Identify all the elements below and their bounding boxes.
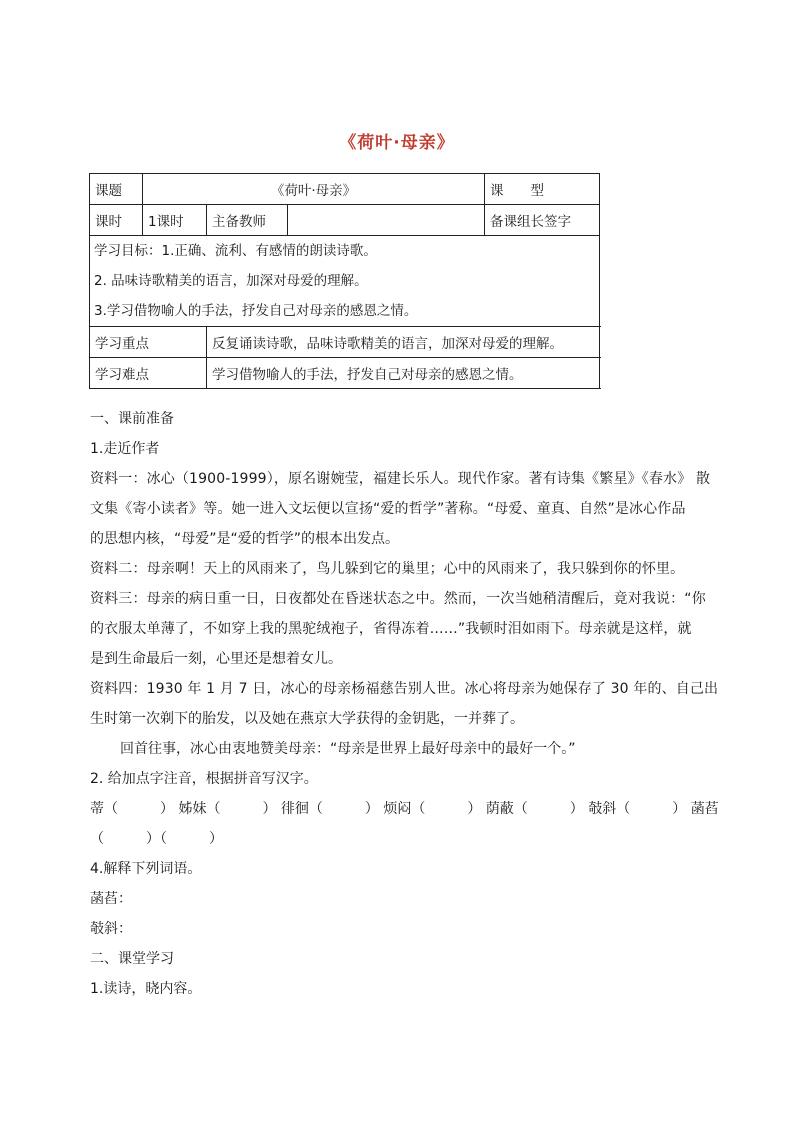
material-3-line-1: 资料三：母亲的病日重一日，日夜都处在昏迷状态之中。然而，一次当她稍清醒后，竟对我说：“你 xyxy=(90,591,706,607)
material-1-line-2: 文集《寄小读者》等。她一进入文坛便以宣扬“爱的哲学”著称。“母爱、童真、自然”是冰心作品 xyxy=(90,501,686,517)
material-1-line-1: 资料一：冰心（1900-1999），原名谢婉莹，福建长乐人。现代作家。著有诗集《繁星》《春水》 散 xyxy=(90,471,711,487)
periods-value: 1课时 xyxy=(143,205,207,236)
quote-paragraph: 回首往事，冰心由衷地赞美母亲：“母亲是世界上最好母亲中的最好一个。” xyxy=(120,741,576,757)
difficulty-text: 学习借物喻人的手法，抒发自己对母亲的感恩之情。 xyxy=(207,358,600,389)
periods-label: 课时 xyxy=(90,205,143,236)
pinyin-item: 菡萏 xyxy=(690,801,719,817)
section-heading: 一、课前准备 xyxy=(90,411,174,427)
pinyin-exercise-line-1 xyxy=(90,794,719,824)
material-4-line-1: 资料四：1930 年 1 月 7 日，冰心的母亲杨福慈告别人世。冰心将母亲为她保存了 30 年的、自己出 xyxy=(90,681,719,697)
table-row xyxy=(90,327,600,358)
subsection-heading: 1.走近作者 xyxy=(90,441,160,457)
subsection-heading: 1.读诗，晓内容。 xyxy=(90,981,202,997)
goal-3: 3.学习借物喻人的手法，抒发自己对母亲的感恩之情。 xyxy=(94,303,418,319)
pinyin-item[interactable]: 烦闷（ ） xyxy=(383,801,482,817)
lesson-type-label: 课 型 xyxy=(485,174,600,205)
pinyin-item[interactable]: 攲斜（ ） xyxy=(588,801,687,817)
pinyin-item[interactable]: 姊妹（ ） xyxy=(178,801,277,817)
section-heading: 二、课堂学习 xyxy=(90,951,174,967)
lesson-plan-table xyxy=(89,173,600,389)
focus-text: 反复诵读诗歌，品味诗歌精美的语言，加深对母爱的理解。 xyxy=(207,327,600,358)
lead-teacher-value xyxy=(288,205,485,236)
leader-signature-label: 备课组长签字 xyxy=(485,205,600,236)
table-row xyxy=(90,205,600,236)
pinyin-item[interactable]: （ ）（ ） xyxy=(90,831,223,847)
material-3-line-2: 的衣服太单薄了，不如穿上我的黑驼绒袍子，省得冻着……”我顿时泪如雨下。母亲就是这样，就 xyxy=(90,621,692,637)
goal-2: 2. 品味诗歌精美的语言，加深对母爱的理解。 xyxy=(94,273,368,289)
document-body xyxy=(90,404,719,1004)
material-2: 资料二：母亲啊！天上的风雨来了，鸟儿躲到它的巢里；心中的风雨来了，我只躲到你的怀里。 xyxy=(90,561,685,577)
table-row xyxy=(90,358,600,389)
table-row xyxy=(90,174,600,205)
learning-goals xyxy=(90,236,600,327)
pinyin-item[interactable]: 荫蔽（ ） xyxy=(485,801,584,817)
material-4-line-2: 生时第一次剃下的胎发，以及她在燕京大学获得的金钥匙，一并葬了。 xyxy=(90,711,524,727)
topic-label: 课题 xyxy=(90,174,143,205)
goal-1: 学习目标：1.正确、流利、有感情的朗读诗歌。 xyxy=(94,243,377,259)
document-title: 《荷叶·母亲》 xyxy=(339,133,455,153)
word-definition: 菡萏： xyxy=(90,891,132,907)
difficulty-label: 学习难点 xyxy=(90,358,207,389)
table-row xyxy=(90,236,600,327)
word-definition: 攲斜： xyxy=(90,921,132,937)
focus-label: 学习重点 xyxy=(90,327,207,358)
subsection-heading: 4.解释下列词语。 xyxy=(90,861,202,877)
pinyin-item[interactable]: 蒂（ ） xyxy=(90,801,174,817)
subsection-heading: 2. 给加点字注音，根据拼音写汉字。 xyxy=(90,771,318,787)
material-1-line-3: 的思想内核，“母爱”是“爱的哲学”的根本出发点。 xyxy=(90,531,400,547)
pinyin-item[interactable]: 徘徊（ ） xyxy=(280,801,379,817)
pinyin-exercise-line-2 xyxy=(90,824,700,854)
topic-value: 《荷叶·母亲》 xyxy=(143,174,485,205)
material-3-line-3: 是到生命最后一刻，心里还是想着女儿。 xyxy=(90,651,342,667)
lead-teacher-label: 主备教师 xyxy=(207,205,288,236)
